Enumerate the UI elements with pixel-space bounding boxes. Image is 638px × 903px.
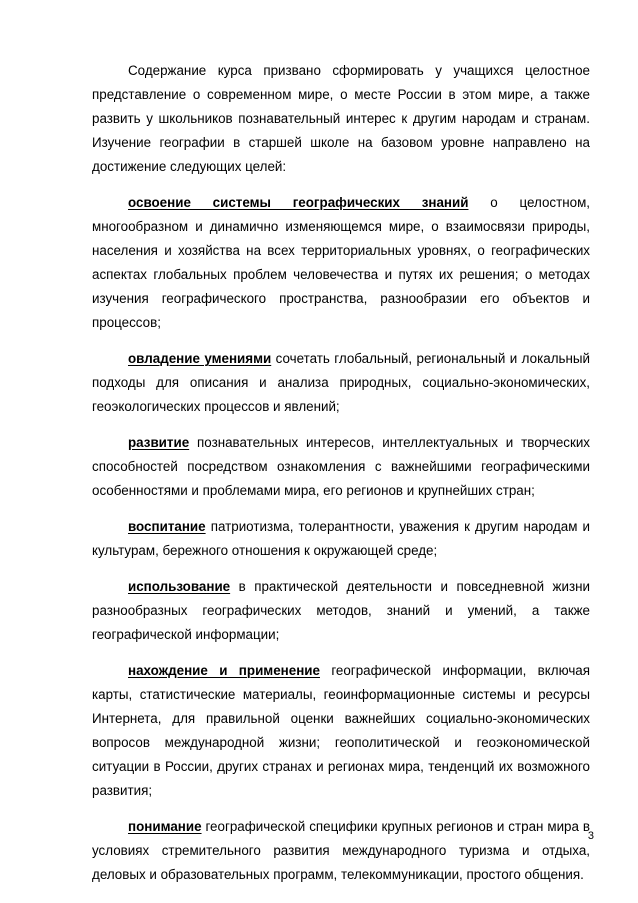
goal-paragraph <box>92 347 590 419</box>
paragraph-text: патриотизма, толерантности, уважения к другим народам и культурам, бережного отношения к окружающей среде; <box>92 519 590 558</box>
paragraph-text: в практической деятельности и повседневной жизни разнообразных географических методов, знаний и умений, а также географической информации; <box>92 579 590 642</box>
goal-paragraph <box>92 191 590 335</box>
paragraph-text: сочетать глобальный, региональный и локальный подходы для описания и анализа природных, социально-экономических, геоэкологических процессов и явлений; <box>92 351 590 414</box>
intro-paragraph <box>92 59 590 179</box>
document-body <box>92 59 590 887</box>
goal-term: использование <box>128 579 231 594</box>
goal-paragraph <box>92 575 590 647</box>
paragraph-text: Содержание курса призвано сформировать у учащихся целостное представление о современном мире, о месте России в этом мире, а также развить у школьников познавательный интерес к другим народам и странам. Изучение географии в старшей школе на базовом уровне направлено на достижение следующих целей: <box>92 63 590 174</box>
paragraph-text: познавательных интересов, интеллектуальных и творческих способностей посредством ознакомления с важнейшими географическими особенностями и проблемами мира, его регионов и крупнейших стран; <box>92 435 590 498</box>
goal-term: освоение системы географических знаний <box>128 195 469 210</box>
goal-term: понимание <box>128 819 202 834</box>
goal-paragraph <box>92 815 590 887</box>
page-number: 3 <box>587 830 594 842</box>
goal-paragraph <box>92 431 590 503</box>
goal-term: воспитание <box>128 519 206 534</box>
goal-term: нахождение и применение <box>128 663 320 678</box>
paragraph-text: географической специфики крупных регионов и стран мира в условиях стремительного развития международного туризма и отдыха, деловых и образовательных программ, телекоммуникации, простого общения. <box>92 819 590 882</box>
goal-term: развитие <box>128 435 190 450</box>
goal-paragraph <box>92 515 590 563</box>
goal-paragraph <box>92 659 590 803</box>
goal-term: овладение умениями <box>128 351 272 366</box>
paragraph-text: о целостном, многообразном и динамично изменяющемся мире, о взаимосвязи природы, населения и хозяйства на всех территориальных уровнях, о географических аспектах глобальных проблем человечества и путях их решения; о методах изучения географического пространства, разнообразии его объектов и процессов; <box>92 195 590 330</box>
paragraph-text: географической информации, включая карты, статистические материалы, геоинформационные системы и ресурсы Интернета, для правильной оценки важнейших социально-экономических вопросов международной жизни; геополитической и геоэкономической ситуации в России, других странах и регионах мира, тенденций их возможного развития; <box>92 663 591 798</box>
